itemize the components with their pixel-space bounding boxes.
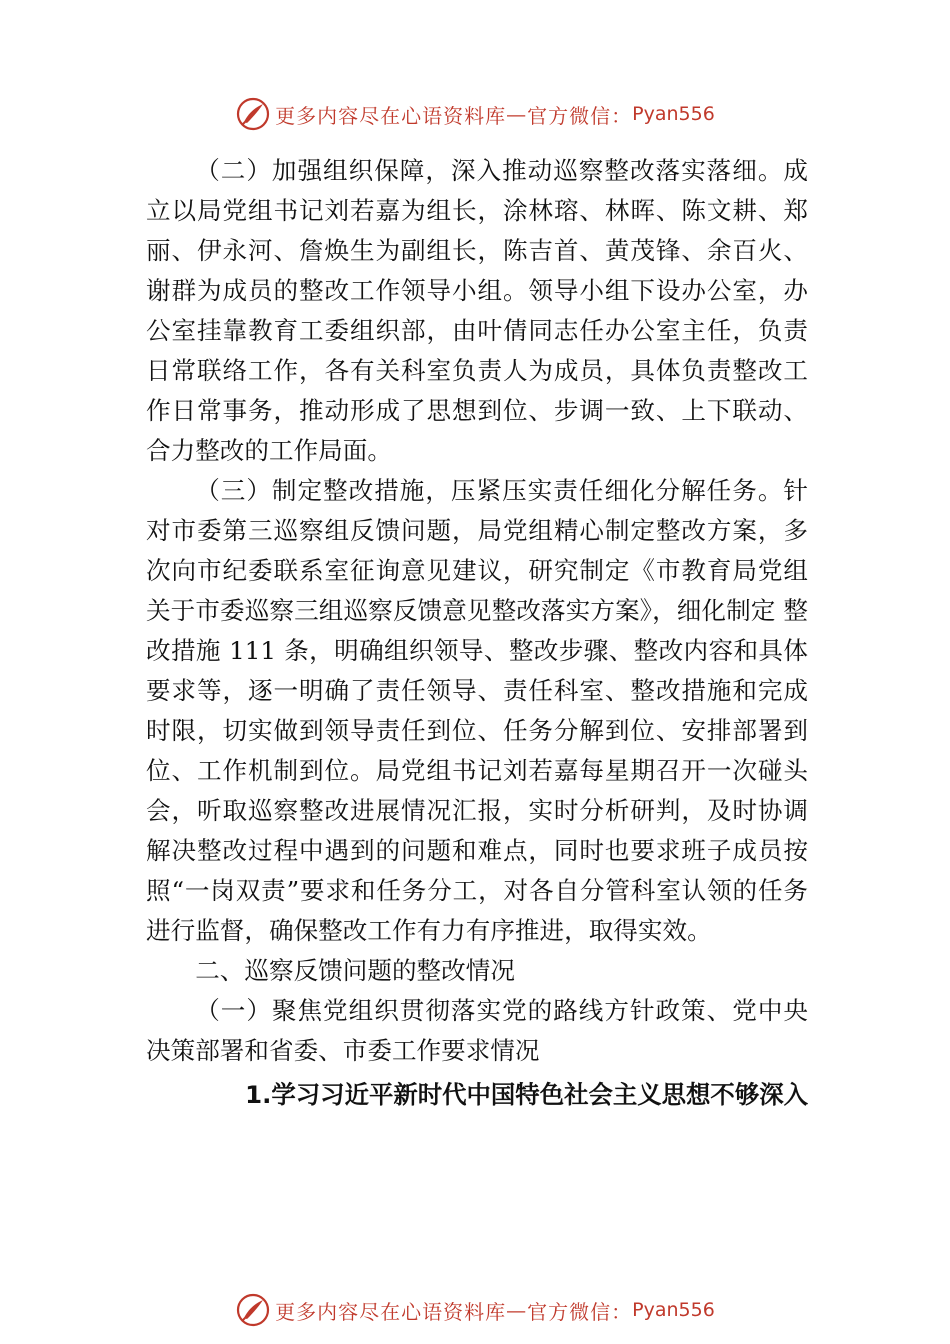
- watermark-contact-label: 官方微信：: [527, 1299, 633, 1324]
- paragraph-measures: （三）制定整改措施，压紧压实责任细化分解任务。针对市委第三巡察组反馈问题，局党组精心制定整改方案，多次向市纪委联系室征询意见建议，研究制定《市教育局党组关于市委巡察三组巡察反馈意见整改落实方案》，细化制定 整改措施 111 条，明确组织领导、整改步骤、整改内容和具体要求等，逐一明确了责任领导、责任科室、整改措施和完成时限，切实做到领导责任到位、任务分解到位、安排部署到位、工作机制到位。局党组书记刘若嘉每星期召开一次碰头会，听取巡察整改进展情况汇报，实时分析研判，及时协调解决整改过程中遇到的问题和难点，同时也要求班子成员按照“一岗双责”要求和任务分工，对各自分管科室认领的任务进行监督，确保整改工作有力有序推进，取得实效。: [146, 476, 808, 945]
- watermark-brand: 更多内容尽在心语资料库: [275, 103, 507, 128]
- watermark-contact-id: Pyan556: [632, 1299, 715, 1321]
- watermark-contact-label: 官方微信：: [527, 103, 633, 128]
- watermark-contact-id: Pyan556: [632, 103, 715, 125]
- footer-watermark: [0, 1290, 950, 1330]
- brush-pen-logo-icon: [235, 96, 271, 132]
- watermark-separator: —: [506, 102, 528, 126]
- paragraph-organization: （二）加强组织保障，深入推动巡察整改落实落细。成立以局党组书记刘若嘉为组长，涂林瑢、林晖、陈文耕、郑丽、伊永河、詹焕生为副组长，陈吉首、黄茂锋、余百火、 谢群为成员的整改工作领导小组。领导小组下设办公室，办公室挂靠教育工委组织部，由叶倩同志任办公室主任，负责日常联络工作，各有关科室负责人为成员，具体负责整改工作日常事务，推动形成了思想到位、步调一致、上下联动、 合力整改的工作局面。: [146, 156, 808, 465]
- brush-pen-logo-icon: [235, 1292, 271, 1328]
- watermark-brand: 更多内容尽在心语资料库: [275, 1299, 507, 1324]
- header-watermark: [0, 94, 950, 134]
- watermark-separator: —: [506, 1298, 528, 1322]
- document-body: [146, 151, 808, 1117]
- section-heading: 二、巡察反馈问题的整改情况: [195, 956, 515, 985]
- bold-item-heading: 1.学习习近平新时代中国特色社会主义思想不够深入: [245, 1080, 808, 1109]
- subsection-heading: （一）聚焦党组织贯彻落实党的路线方针政策、党中央决策部署和省委、市委工作要求情况: [146, 996, 808, 1065]
